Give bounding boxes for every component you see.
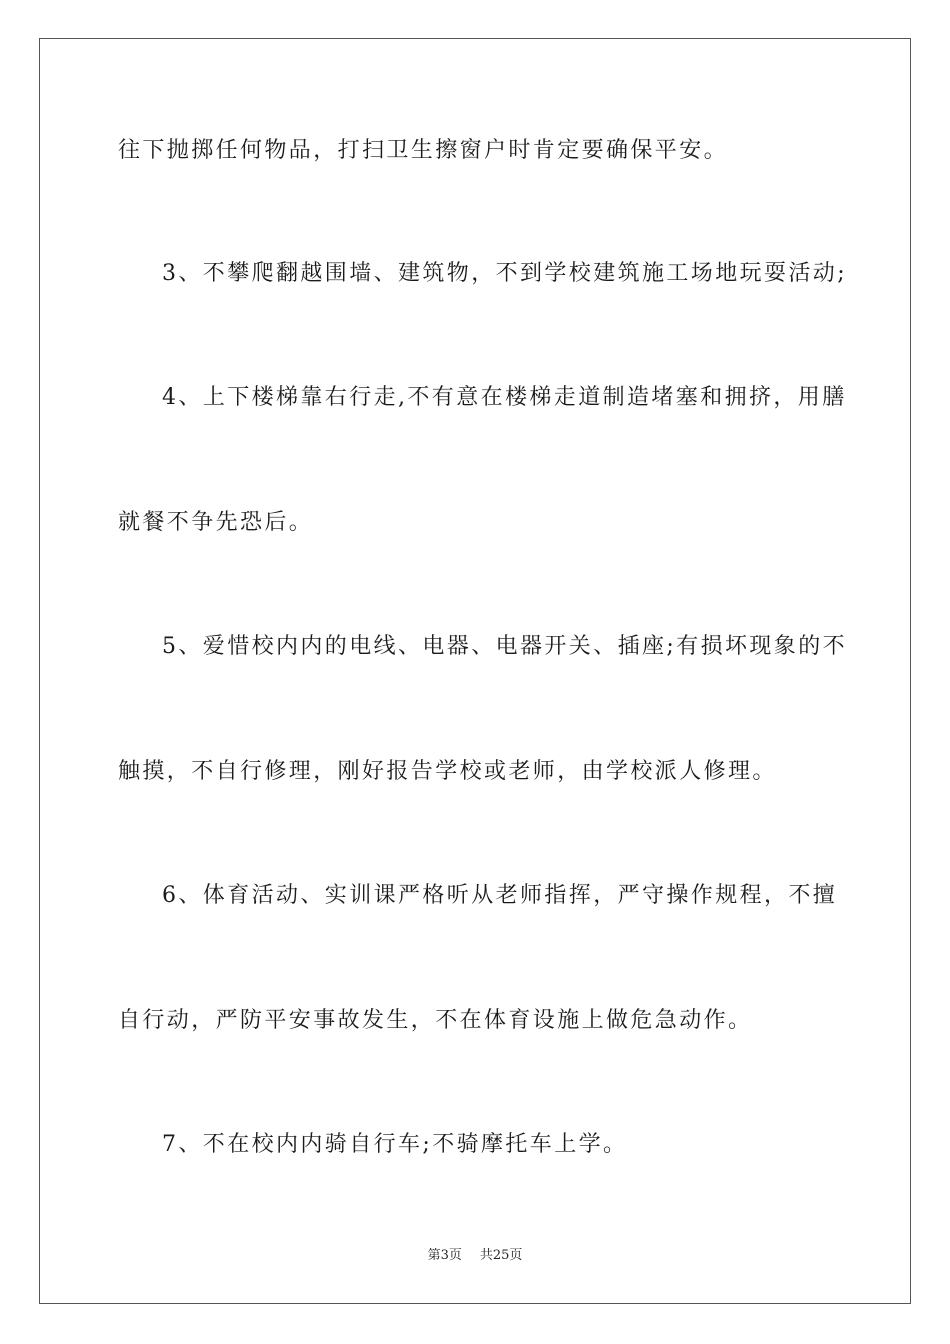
paragraph-line: 6、体育活动、实训课严格听从老师指挥，严守操作规程，不擅 — [162, 883, 838, 908]
page-number: 第3页 — [427, 1248, 462, 1263]
paragraph-line: 4、上下楼梯靠右行走,不有意在楼梯走道制造堵塞和拥挤，用膳 — [162, 385, 847, 410]
paragraph-line: 往下抛掷任何物品，打扫卫生擦窗户时肯定要确保平安。 — [118, 138, 729, 163]
paragraph-line: 5、爱惜校内内的电线、电器、电器开关、插座;有损坏现象的不 — [162, 634, 848, 659]
page-border — [39, 38, 911, 1304]
paragraph-line: 触摸，不自行修理，刚好报告学校或老师，由学校派人修理。 — [118, 759, 777, 784]
paragraph-line: 就餐不争先恐后。 — [118, 510, 314, 535]
paragraph-line: 3、不攀爬翻越围墙、建筑物，不到学校建筑施工场地玩耍活动; — [162, 261, 848, 286]
page-total: 共25页 — [479, 1248, 523, 1263]
paragraph-line: 自行动，严防平安事故发生，不在体育设施上做危急动作。 — [118, 1008, 753, 1033]
paragraph-line: 7、不在校内内骑自行车;不骑摩托车上学。 — [162, 1132, 628, 1157]
page-footer — [0, 1247, 950, 1265]
